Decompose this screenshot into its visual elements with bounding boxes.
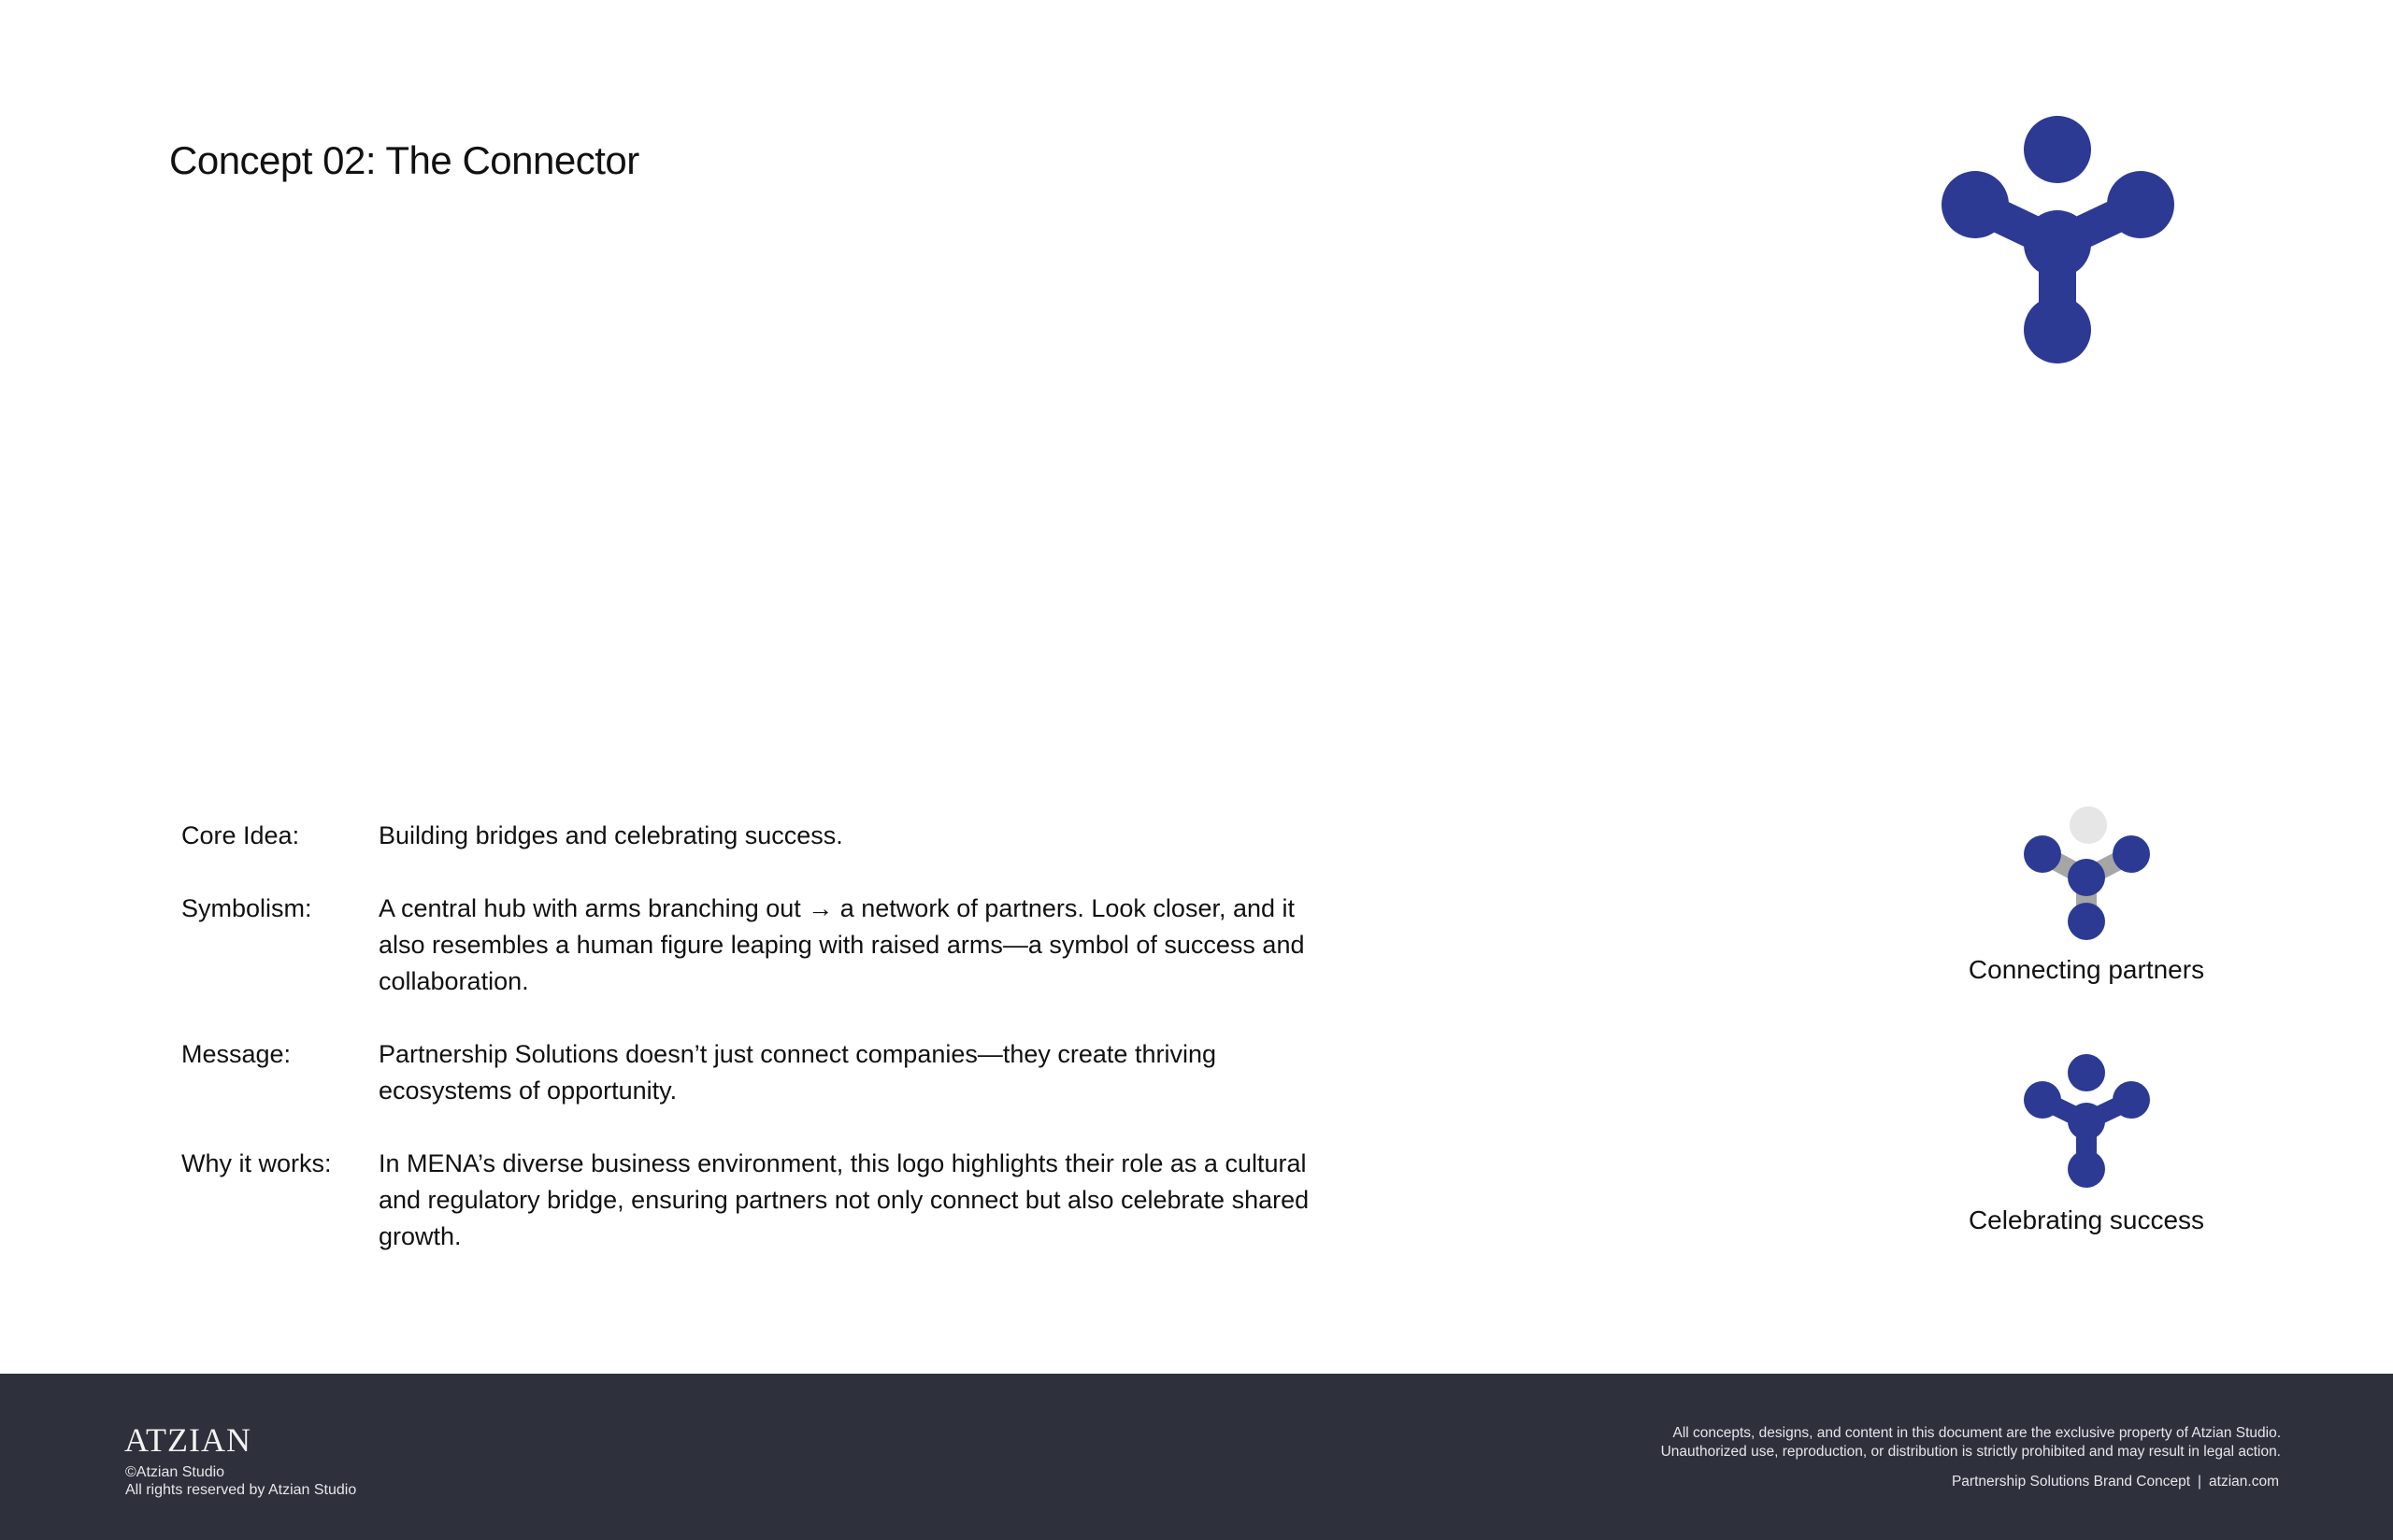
mini-left-circle — [2024, 1081, 2061, 1119]
detail-label: Symbolism: — [181, 894, 312, 922]
detail-label: Message: — [181, 1040, 292, 1068]
website-link[interactable]: atzian.com — [2209, 1474, 2279, 1490]
copyright-text: ©Atzian Studio — [125, 1464, 225, 1480]
footer-meta — [1952, 1474, 2279, 1490]
atzian-logo: ATZIAN — [124, 1421, 251, 1459]
detail-label: Core Idea: — [181, 821, 300, 849]
legal-line-1: All concepts, designs, and content in this document are the exclusive property of Atzian Studio. — [1672, 1425, 2281, 1441]
detail-value: In MENA’s diverse business environment, this logo highlights their role as a cultural and regulatory bridge, ensuring partners not only connect but also celebrate shared growth. — [379, 1149, 1310, 1250]
logo-hub-circle — [2024, 210, 2091, 278]
project-name: Partnership Solutions Brand Concept — [1951, 1474, 2191, 1490]
detail-row-symbolism — [181, 891, 1322, 1000]
legal-line-2: Unauthorized use, reproduction, or distribution is strictly prohibited and may result in legal action. — [1660, 1444, 2281, 1460]
variant-caption: Celebrating success — [1968, 1205, 2205, 1234]
rights-text: All rights reserved by Atzian Studio — [125, 1482, 357, 1498]
detail-value: A central hub with arms branching out → a network of partners. Look closer, and it also resembles a human figure leaping with raised arms—a symbol of success and collaboration. — [379, 894, 1305, 995]
detail-value: Partnership Solutions doesn’t just connect companies—they create thriving ecosystems of opportunity. — [379, 1040, 1216, 1105]
variant-caption: Connecting partners — [1968, 955, 2205, 984]
mini-right-circle — [2113, 835, 2150, 873]
mini-hub-circle — [2068, 1103, 2105, 1140]
detail-row-core-idea — [181, 818, 1322, 854]
mini-left-circle — [2024, 835, 2061, 873]
separator: | — [2198, 1474, 2202, 1490]
connecting-partners-icon — [1993, 794, 2180, 944]
legal-notice — [1661, 1424, 2281, 1462]
logo-right-circle — [2107, 171, 2174, 238]
mini-head-circle-faded — [2070, 806, 2107, 844]
logo-left-circle — [1942, 171, 2009, 238]
mini-hub-circle — [2068, 859, 2105, 896]
connector-logo — [1926, 103, 2197, 374]
logo-head-circle — [2024, 116, 2091, 183]
mini-head-circle — [2068, 1054, 2105, 1091]
detail-row-why-it-works — [181, 1146, 1322, 1255]
detail-value: Building bridges and celebrating success. — [379, 821, 843, 849]
mini-right-circle — [2113, 1081, 2150, 1119]
celebrating-success-icon — [1993, 1042, 2180, 1191]
copyright-block — [125, 1463, 356, 1499]
detail-label: Why it works: — [181, 1149, 332, 1177]
mini-bottom-circle — [2068, 1150, 2105, 1188]
concept-details — [181, 818, 1322, 1291]
detail-row-message — [181, 1036, 1322, 1109]
page-title: Concept 02: The Connector — [169, 138, 639, 182]
logo-bottom-circle — [2024, 296, 2091, 364]
footer — [0, 1374, 2393, 1540]
mini-bottom-circle — [2068, 903, 2105, 940]
